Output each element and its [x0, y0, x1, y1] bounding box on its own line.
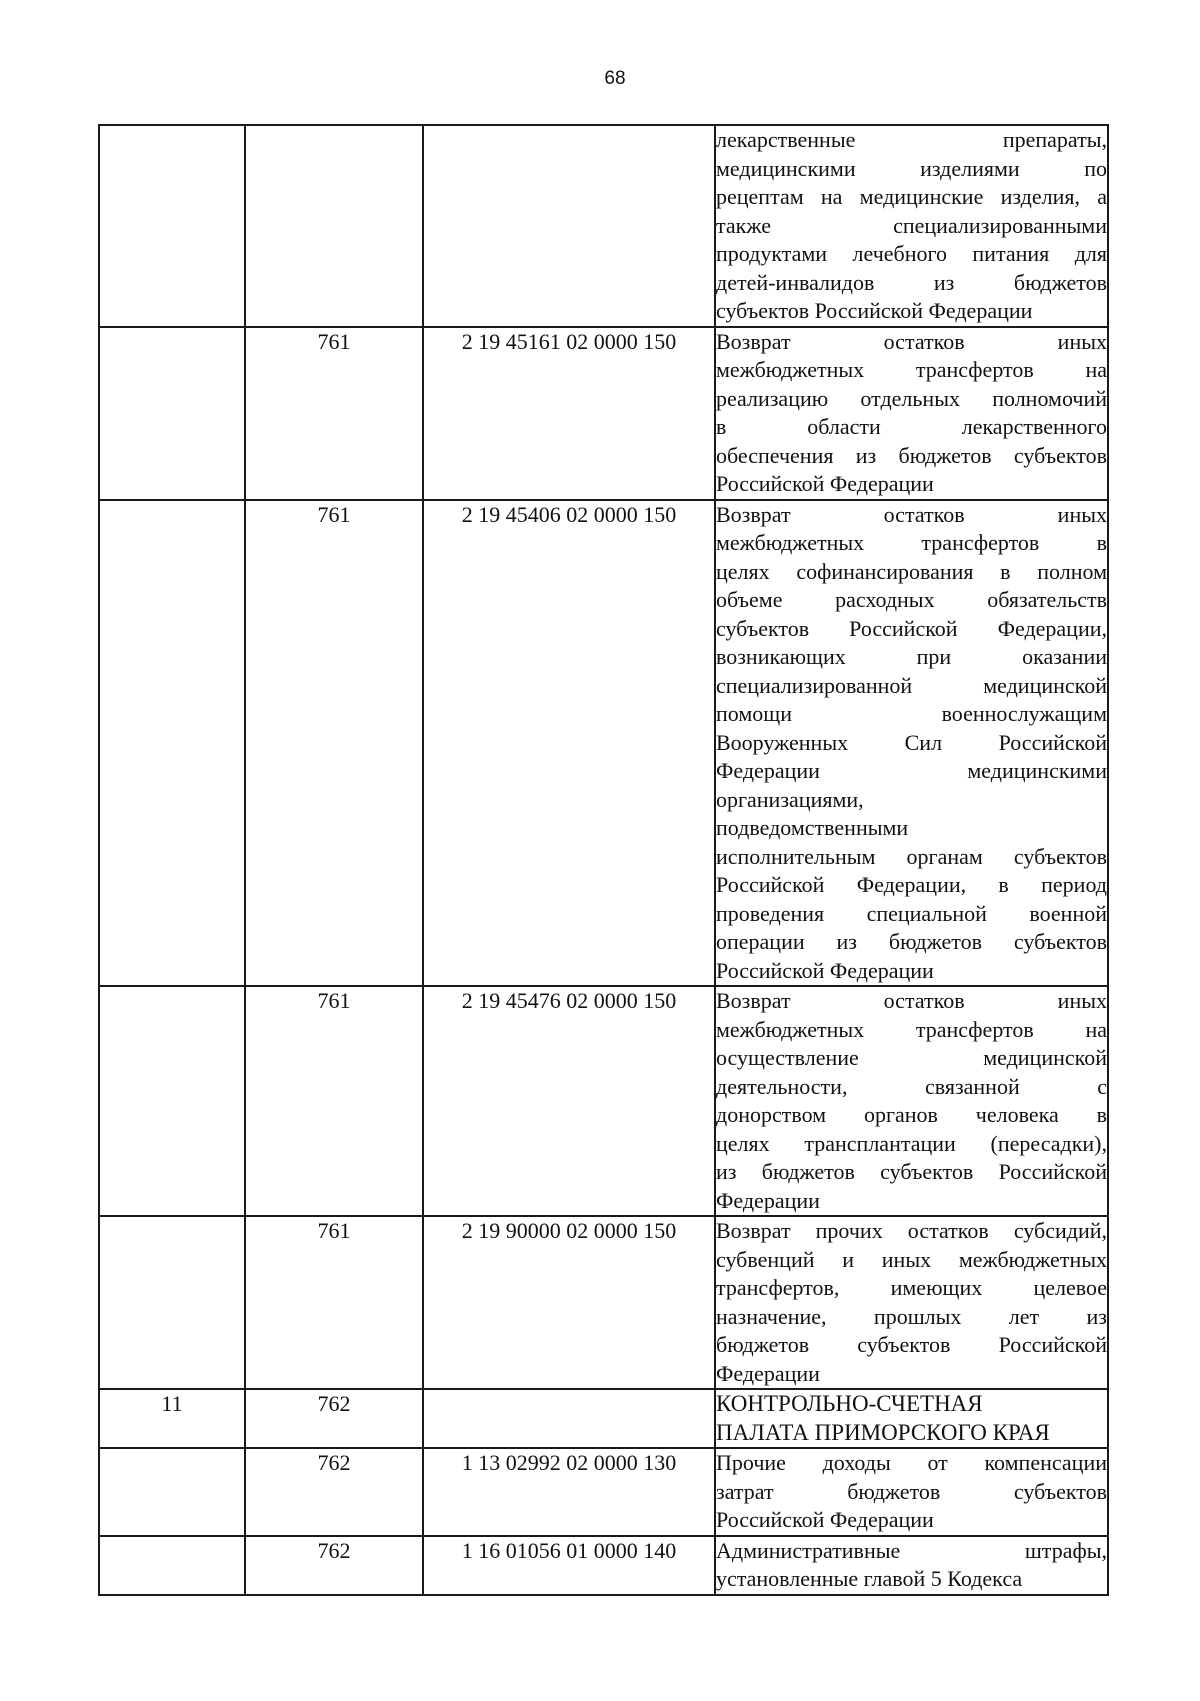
revenue-name-line: Возврат остатков иных [716, 501, 1107, 527]
admin-code-cell: 761 [245, 1216, 423, 1389]
revenue-name-cell [715, 1536, 1108, 1595]
budget-classification-code-cell: 1 16 01056 01 0000 140 [423, 1536, 715, 1595]
revenue-name-line: Административные штрафы, [716, 1537, 1107, 1563]
revenue-name-line: медицинскими изделиями по [716, 155, 1107, 181]
budget-classification-code-cell: 2 19 45161 02 0000 150 [423, 327, 715, 500]
revenue-name-line: межбюджетных трансфертов на [716, 1016, 1107, 1042]
revenue-name-line: межбюджетных трансфертов на [716, 357, 1107, 382]
revenue-name-line: Российской Федерации [716, 471, 934, 496]
row-number-cell [99, 986, 245, 1216]
revenue-name-line: Федерации [716, 1360, 820, 1386]
revenue-name-line: целях трансплантации (пересадки), [716, 1130, 1107, 1156]
admin-code-cell: 762 [245, 1448, 423, 1536]
revenue-name-line: субъектов Российской Федерации, [716, 615, 1107, 641]
revenue-name-line: рецептам на медицинские изделия, а [716, 184, 1107, 209]
revenue-name-line: Возврат остатков иных [716, 988, 1107, 1013]
admin-code-cell: 761 [245, 327, 423, 500]
table-row [99, 986, 1108, 1216]
revenue-name-line: также специализированными [716, 212, 1107, 238]
revenue-name-line: Российской Федерации, в период [716, 872, 1107, 897]
row-number-cell [99, 1448, 245, 1536]
row-number-cell [99, 500, 245, 987]
revenue-name-line: подведомственными [716, 815, 909, 840]
table-row [99, 1536, 1108, 1595]
page-number: 68 [604, 68, 626, 89]
revenue-name-line: лекарственные препараты, [716, 127, 1107, 152]
revenue-name-cell [715, 125, 1108, 327]
budget-classification-code-cell [423, 125, 715, 327]
budget-classification-code-cell: 2 19 45406 02 0000 150 [423, 500, 715, 987]
revenue-name-cell [715, 986, 1108, 1216]
revenue-name-line: Федерации [716, 1187, 820, 1213]
revenue-name-line: обеспечения из бюджетов субъектов [716, 442, 1107, 468]
admin-code-cell [245, 125, 423, 327]
row-number-cell [99, 1536, 245, 1595]
revenue-name-line: в области лекарственного [716, 414, 1107, 439]
revenue-name-line: Возврат остатков иных [716, 328, 1107, 354]
revenue-name-line: Прочие доходы от компенсации [716, 1450, 1107, 1475]
revenue-name-cell [715, 500, 1108, 987]
revenue-name-line: Федерации медицинскими [716, 758, 1107, 783]
revenue-name-cell [715, 1389, 1108, 1448]
table-row [99, 1389, 1108, 1448]
budget-classification-code-cell: 2 19 90000 02 0000 150 [423, 1216, 715, 1389]
row-number-cell [99, 125, 245, 327]
table-row [99, 1216, 1108, 1389]
table-row [99, 500, 1108, 987]
revenue-name-line: затрат бюджетов субъектов [716, 1478, 1107, 1504]
revenue-name-line: донорством органов человека в [716, 1102, 1107, 1127]
budget-classification-code-cell [423, 1389, 715, 1448]
revenue-name-line: осуществление медицинской [716, 1045, 1107, 1070]
revenue-name-line: Возврат прочих остатков субсидий, [716, 1218, 1107, 1243]
revenue-name-line: реализацию отдельных полномочий [716, 385, 1107, 411]
revenue-name-line: установленные главой 5 Кодекса [716, 1566, 1023, 1591]
revenue-codes-table [98, 124, 1109, 1596]
revenue-name-line: деятельности, связанной с [716, 1073, 1107, 1099]
revenue-name-line: помощи военнослужащим [716, 701, 1107, 726]
revenue-name-line: объеме расходных обязательств [716, 587, 1107, 612]
revenue-name-line: операции из бюджетов субъектов [716, 929, 1107, 954]
revenue-name-line: трансфертов, имеющих целевое [716, 1275, 1107, 1300]
admin-code-cell: 762 [245, 1536, 423, 1595]
revenue-name-line: бюджетов субъектов Российской [716, 1332, 1107, 1357]
admin-code-cell: 762 [245, 1389, 423, 1448]
revenue-name-line: возникающих при оказании [716, 644, 1107, 669]
row-number-cell: 11 [99, 1389, 245, 1448]
table-row [99, 327, 1108, 500]
row-number-cell [99, 327, 245, 500]
revenue-name-line: КОНТРОЛЬНО-СЧЕТНАЯ [716, 1391, 983, 1416]
revenue-name-line: из бюджетов субъектов Российской [716, 1159, 1107, 1184]
revenue-name-line: детей-инвалидов из бюджетов [716, 269, 1107, 295]
revenue-name-line: специализированной медицинской [716, 672, 1107, 698]
revenue-name-line: продуктами лечебного питания для [716, 241, 1107, 266]
revenue-name-line: Российской Федерации [716, 957, 934, 983]
budget-classification-code-cell: 2 19 45476 02 0000 150 [423, 986, 715, 1216]
budget-classification-code-cell: 1 13 02992 02 0000 130 [423, 1448, 715, 1536]
table-body [99, 125, 1108, 1595]
revenue-name-line: Вооруженных Сил Российской [716, 729, 1107, 755]
revenue-name-cell [715, 1216, 1108, 1389]
revenue-name-line: субвенций и иных межбюджетных [716, 1246, 1107, 1272]
revenue-name-line: назначение, прошлых лет из [716, 1303, 1107, 1329]
revenue-name-line: исполнительным органам субъектов [716, 843, 1107, 869]
revenue-name-cell [715, 327, 1108, 500]
admin-code-cell: 761 [245, 986, 423, 1216]
admin-code-cell: 761 [245, 500, 423, 987]
revenue-name-line: целях софинансирования в полном [716, 558, 1107, 584]
revenue-name-line: межбюджетных трансфертов в [716, 530, 1107, 555]
revenue-name-line: организациями, [716, 786, 864, 812]
revenue-name-cell [715, 1448, 1108, 1536]
row-number-cell [99, 1216, 245, 1389]
revenue-name-line: проведения специальной военной [716, 900, 1107, 926]
revenue-name-line: субъектов Российской Федерации [716, 298, 1033, 323]
table-row [99, 1448, 1108, 1536]
table-row [99, 125, 1108, 327]
revenue-name-line: ПАЛАТА ПРИМОРСКОГО КРАЯ [716, 1419, 1050, 1445]
revenue-name-line: Российской Федерации [716, 1507, 934, 1532]
